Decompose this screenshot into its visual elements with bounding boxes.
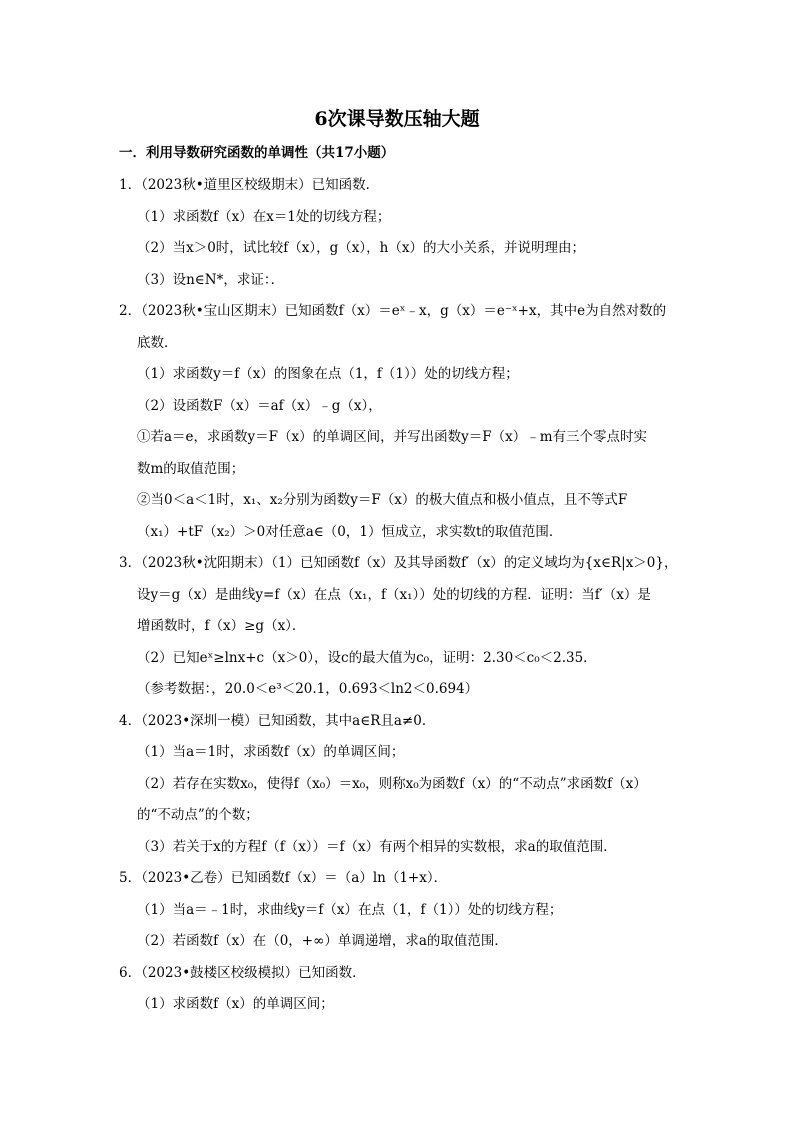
problem-3-stem-cont-2: 增函数时，f（x）≥g（x）． <box>137 618 306 634</box>
problem-1-part-3: （3）设n∈N*，求证：． <box>137 272 285 288</box>
problem-5-part-1: （1）当a＝﹣1时，求曲线y＝f（x）在点（1，f（1））处的切线方程； <box>137 902 563 918</box>
problem-3-part-2: （2）已知eˣ≥lnx+c（x＞0），设c的最大值为c₀，证明：2.30＜c₀＜2.35． <box>137 650 597 666</box>
section-heading: 一．利用导数研究函数的单调性（共17小题） <box>119 145 395 161</box>
problem-2-stem-cont: 底数． <box>137 335 178 351</box>
problem-4-part-2: （2）若存在实数x₀，使得f（x₀）＝x₀，则称x₀为函数f（x）的“不动点”求函数f（x） <box>137 776 647 792</box>
problem-6-stem: 6．（2023•鼓楼区校级模拟）已知函数． <box>119 965 366 981</box>
problem-5-stem: 5．（2023•乙卷）已知函数f（x）＝（a）ln（1+x）． <box>119 870 448 886</box>
document-title: 6次课导数压轴大题 <box>314 108 480 130</box>
problem-5-part-2: （2）若函数f（x）在（0，+∞）单调递增，求a的取值范围． <box>137 933 508 949</box>
problem-1-stem: 1．（2023秋•道里区校级期末）已知函数． <box>119 177 380 193</box>
problem-4-part-1: （1）当a＝1时，求函数f（x）的单调区间； <box>137 744 405 760</box>
problem-1-part-1: （1）求函数f（x）在x＝1处的切线方程； <box>137 209 391 225</box>
problem-3-reference-data: （参考数据：，20.0＜e³＜20.1，0.693＜ln2＜0.694） <box>137 681 479 697</box>
problem-2-part-2: （2）设函数F（x）＝af（x）﹣g（x）， <box>137 398 382 414</box>
problem-2-stem: 2．（2023秋•宝山区期末）已知函数f（x）＝eˣ﹣x，g（x）＝e⁻ˣ+x，其中e为自然对数的 <box>119 303 667 319</box>
problem-2-part-1: （1）求函数y＝f（x）的图象在点（1，f（1））处的切线方程； <box>137 366 519 382</box>
problem-2-part-2-i-cont: 数m的取值范围； <box>137 461 245 477</box>
problem-2-part-2-i: ①若a＝e，求函数y＝F（x）的单调区间，并写出函数y＝F（x）﹣m有三个零点时实 <box>137 429 648 445</box>
problem-4-part-3: （3）若关于x的方程f（f（x））＝f（x）有两个相异的实数根，求a的取值范围． <box>137 839 617 855</box>
problem-1-part-2: （2）当x＞0时，试比较f（x），g（x），h（x）的大小关系，并说明理由； <box>137 240 585 256</box>
problem-2-part-2-ii: ②当0＜a＜1时，x₁、x₂分别为函数y＝F（x）的极大值点和极小值点，且不等式F <box>137 492 628 508</box>
problem-3-stem: 3．（2023秋•沈阳期末）（1）已知函数f（x）及其导函数f′（x）的定义域均为{x∈R|x＞0}， <box>119 555 678 571</box>
problem-6-part-1: （1）求函数f（x）的单调区间； <box>137 996 334 1012</box>
problem-2-part-2-ii-cont: （x₁）+tF（x₂）＞0对任意a∈（0，1）恒成立，求实数t的取值范围． <box>137 524 563 540</box>
problem-4-stem: 4．（2023•深圳一模）已知函数，其中a∈R且a≠0． <box>119 713 436 729</box>
problem-4-part-2-cont: 的“不动点”的个数； <box>137 807 259 823</box>
problem-3-stem-cont-1: 设y＝g（x）是曲线y=f（x）在点（x₁，f（x₁））处的切线的方程．证明：当f′（x）是 <box>137 587 651 603</box>
